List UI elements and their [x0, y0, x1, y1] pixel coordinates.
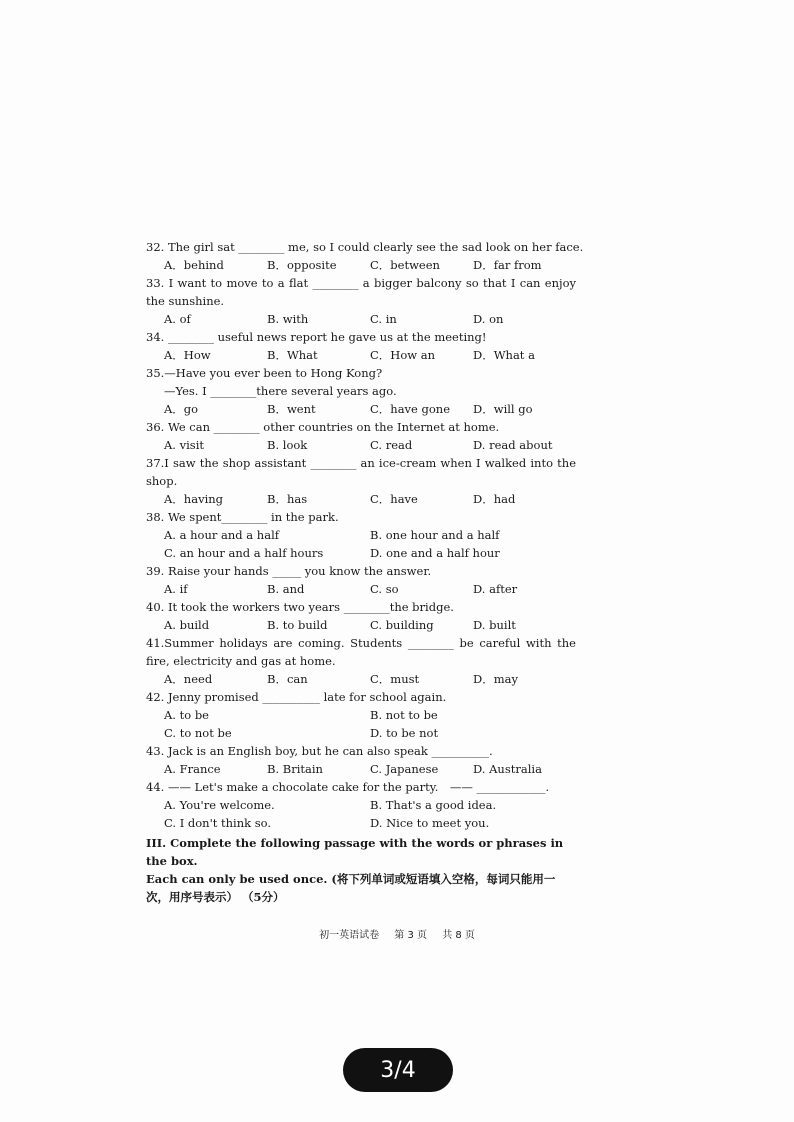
options-42-row2	[164, 724, 576, 742]
options-33	[164, 310, 576, 328]
option: C. so	[370, 582, 399, 596]
option: A．having	[164, 492, 224, 506]
option: D. after	[473, 582, 518, 596]
footer-page: 第 3 页	[394, 930, 427, 941]
options-34	[164, 346, 576, 364]
option: D．What a	[473, 348, 535, 362]
option: A．go	[164, 402, 199, 416]
option: B．can	[267, 672, 308, 686]
option: D．will go	[473, 402, 533, 416]
option: C. building	[370, 618, 434, 632]
question-41: 41.Summer holidays are coming. Students ________ be careful with the fire, electricity and gas at home.	[146, 636, 576, 668]
option: C．must	[370, 672, 420, 686]
footer-title: 初一英语试卷	[319, 930, 380, 941]
option: D. to be not	[370, 726, 439, 740]
page-indicator: 3/4	[343, 1048, 453, 1092]
option: B．has	[267, 492, 308, 506]
question-40: 40. It took the workers two years ________the bridge.	[146, 600, 454, 614]
options-36	[164, 436, 576, 454]
options-38-row1	[164, 526, 576, 544]
options-38-row2	[164, 544, 576, 562]
option: B. not to be	[370, 708, 438, 722]
option: C. read	[370, 438, 413, 452]
options-44-row1	[164, 796, 576, 814]
options-37	[164, 490, 576, 508]
section-line: III. Complete the following passage with the words or phrases in the box.	[146, 836, 564, 868]
option: A．need	[164, 672, 213, 686]
options-35	[164, 400, 576, 418]
option: D．had	[473, 492, 516, 506]
question-38: 38. We spent________ in the park.	[146, 510, 339, 524]
option: C．How an	[370, 348, 436, 362]
option: A. You're welcome.	[164, 798, 275, 812]
option: C. I don't think so.	[164, 816, 272, 830]
options-39	[164, 580, 576, 598]
option: B. to build	[267, 618, 328, 632]
page-footer	[0, 926, 794, 941]
option: C. in	[370, 312, 397, 326]
option: A. of	[164, 312, 191, 326]
option: A. build	[164, 618, 210, 632]
question-43: 43. Jack is an English boy, but he can also speak __________.	[146, 744, 493, 758]
options-42-row1	[164, 706, 576, 724]
option: B．went	[267, 402, 316, 416]
option: C. Japanese	[370, 762, 439, 776]
option: C. to not be	[164, 726, 232, 740]
question-44: 44. —— Let's make a chocolate cake for the party. —— ____________.	[146, 780, 550, 794]
question-area	[146, 238, 584, 906]
option: B. one hour and a half	[370, 528, 500, 542]
option: A．How	[164, 348, 211, 362]
option: B. That's a good idea.	[370, 798, 497, 812]
question-32: 32. The girl sat ________ me, so I could clearly see the sad look on her face.	[146, 240, 584, 254]
option: A. if	[164, 582, 188, 596]
question-42: 42. Jenny promised __________ late for school again.	[146, 690, 447, 704]
option: A. France	[164, 762, 221, 776]
question-35: 35.—Have you ever been to Hong Kong?	[146, 366, 383, 380]
option: C．have gone	[370, 402, 451, 416]
options-32	[164, 256, 576, 274]
question-35-reply: —Yes. I ________there several years ago.	[164, 384, 397, 398]
question-37: 37.I saw the shop assistant ________ an ice-cream when I walked into the shop.	[146, 456, 576, 488]
section-line: Each can only be used once. (将下列单词或短语填入空格，每词只能用一	[146, 872, 556, 886]
option: C．between	[370, 258, 440, 272]
section-heading	[146, 834, 576, 906]
option: B. and	[267, 582, 305, 596]
option: A．behind	[164, 258, 224, 272]
option: B. with	[267, 312, 309, 326]
option: B．opposite	[267, 258, 337, 272]
footer-total: 共 8 页	[442, 930, 475, 941]
option: D. one and a half hour	[370, 546, 500, 560]
option: B. look	[267, 438, 308, 452]
options-44-row2	[164, 814, 576, 832]
options-40	[164, 616, 576, 634]
option: D．far from	[473, 258, 542, 272]
option: D．may	[473, 672, 518, 686]
options-43	[164, 760, 576, 778]
option: C．have	[370, 492, 418, 506]
option: D. built	[473, 618, 516, 632]
option: B．What	[267, 348, 318, 362]
question-36: 36. We can ________ other countries on the Internet at home.	[146, 420, 500, 434]
option: A. visit	[164, 438, 204, 452]
option: B. Britain	[267, 762, 323, 776]
option: A. a hour and a half	[164, 528, 280, 542]
option: D. Australia	[473, 762, 542, 776]
question-39: 39. Raise your hands _____ you know the answer.	[146, 564, 432, 578]
option: D. on	[473, 312, 504, 326]
section-line: 次，用序号表示） （5分）	[146, 890, 285, 904]
question-34: 34. ________ useful news report he gave us at the meeting!	[146, 330, 487, 344]
options-41	[164, 670, 576, 688]
option: D. Nice to meet you.	[370, 816, 490, 830]
option: C. an hour and a half hours	[164, 546, 324, 560]
question-33: 33. I want to move to a flat ________ a bigger balcony so that I can enjoy the sunshine.	[146, 276, 576, 308]
option: A. to be	[164, 708, 209, 722]
option: D. read about	[473, 438, 553, 452]
